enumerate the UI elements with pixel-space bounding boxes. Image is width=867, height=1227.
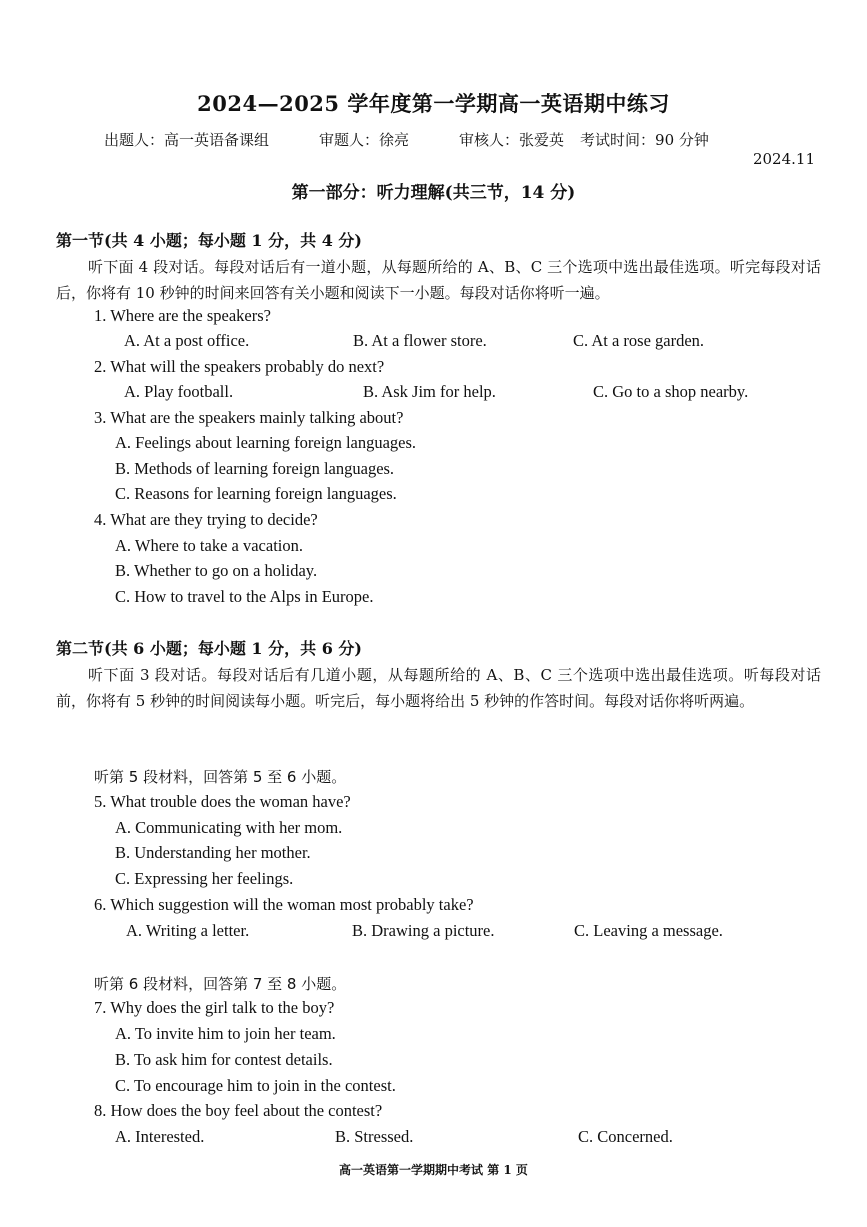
q6-option-a: A. Writing a letter. xyxy=(126,921,250,940)
section1-heading: 第一节(共 4 小题；每小题 1 分，共 4 分) xyxy=(56,231,362,250)
section2-instruction: 听下面 3 段对话。每段对话后有几道小题，从每题所给的 A、B、C 三个选项中选出最佳选项。听每段对话前，你将有 5 秒钟的时间阅读每小题。听完后，每小题将给出 5 秒钟的作答时间。每段对话你将听两遍。 xyxy=(56,666,821,710)
q8-stem: 8. How does the boy feel about the contest? xyxy=(94,1101,383,1120)
q1-option-a: A. At a post office. xyxy=(124,331,250,350)
q7-option-c: C. To encourage him to join in the contest. xyxy=(115,1076,396,1095)
q2-option-a: A. Play football. xyxy=(124,382,234,401)
q7-stem: 7. Why does the girl talk to the boy? xyxy=(94,998,335,1017)
checker: 审核人：张爱英 xyxy=(459,131,565,149)
setter: 出题人：高一英语备课组 xyxy=(104,131,270,149)
q7-option-b: B. To ask him for contest details. xyxy=(115,1050,333,1069)
q8-option-b: B. Stressed. xyxy=(335,1127,414,1146)
q8-option-c: C. Concerned. xyxy=(578,1127,673,1146)
q3-option-b: B. Methods of learning foreign languages. xyxy=(115,459,395,478)
exam-time: 考试时间：90 分钟 xyxy=(580,131,709,149)
q4-option-b: B. Whether to go on a holiday. xyxy=(115,561,318,580)
reviewer: 审题人：徐亮 xyxy=(319,131,410,149)
q6-option-c: C. Leaving a message. xyxy=(574,921,723,940)
page-footer: 高一英语第一学期期中考试 第 1 页 xyxy=(339,1163,528,1177)
q1-option-b: B. At a flower store. xyxy=(353,331,487,350)
part1-title: 第一部分：听力理解(共三节，14 分) xyxy=(291,183,576,203)
exam-title: 2024—2025 学年度第一学期高一英语期中练习 xyxy=(197,91,670,116)
q7-option-a: A. To invite him to join her team. xyxy=(115,1024,336,1043)
q4-stem: 4. What are they trying to decide? xyxy=(94,510,318,529)
exam-date: 2024.11 xyxy=(752,150,815,168)
q1-stem: 1. Where are the speakers? xyxy=(94,306,271,325)
q6-option-b: B. Drawing a picture. xyxy=(352,921,495,940)
q3-stem: 3. What are the speakers mainly talking about? xyxy=(94,408,404,427)
q5-option-b: B. Understanding her mother. xyxy=(115,843,311,862)
q2-option-b: B. Ask Jim for help. xyxy=(363,382,496,401)
material5-label: 听第 5 段材料，回答第 5 至 6 小题。 xyxy=(94,768,347,786)
q3-option-c: C. Reasons for learning foreign languages. xyxy=(115,484,397,503)
exam-meta xyxy=(104,129,759,150)
section1-instruction: 听下面 4 段对话。每段对话后有一道小题，从每题所给的 A、B、C 三个选项中选出最佳选项。听完每段对话后，你将有 10 秒钟的时间来回答有关小题和阅读下一小题。每段对话你将听一遍。 xyxy=(56,258,821,302)
q8-option-a: A. Interested. xyxy=(115,1127,205,1146)
q2-stem: 2. What will the speakers probably do next? xyxy=(94,357,385,376)
material6-label: 听第 6 段材料，回答第 7 至 8 小题。 xyxy=(94,975,347,993)
q4-option-a: A. Where to take a vacation. xyxy=(115,536,303,555)
q5-stem: 5. What trouble does the woman have? xyxy=(94,792,351,811)
q2-option-c: C. Go to a shop nearby. xyxy=(593,382,749,401)
q3-option-a: A. Feelings about learning foreign languages. xyxy=(115,433,417,452)
q5-option-c: C. Expressing her feelings. xyxy=(115,869,294,888)
q1-option-c: C. At a rose garden. xyxy=(573,331,705,350)
q4-option-c: C. How to travel to the Alps in Europe. xyxy=(115,587,374,606)
q5-option-a: A. Communicating with her mom. xyxy=(115,818,343,837)
q6-stem: 6. Which suggestion will the woman most probably take? xyxy=(94,895,474,914)
section2-heading: 第二节(共 6 小题；每小题 1 分，共 6 分) xyxy=(56,639,362,658)
